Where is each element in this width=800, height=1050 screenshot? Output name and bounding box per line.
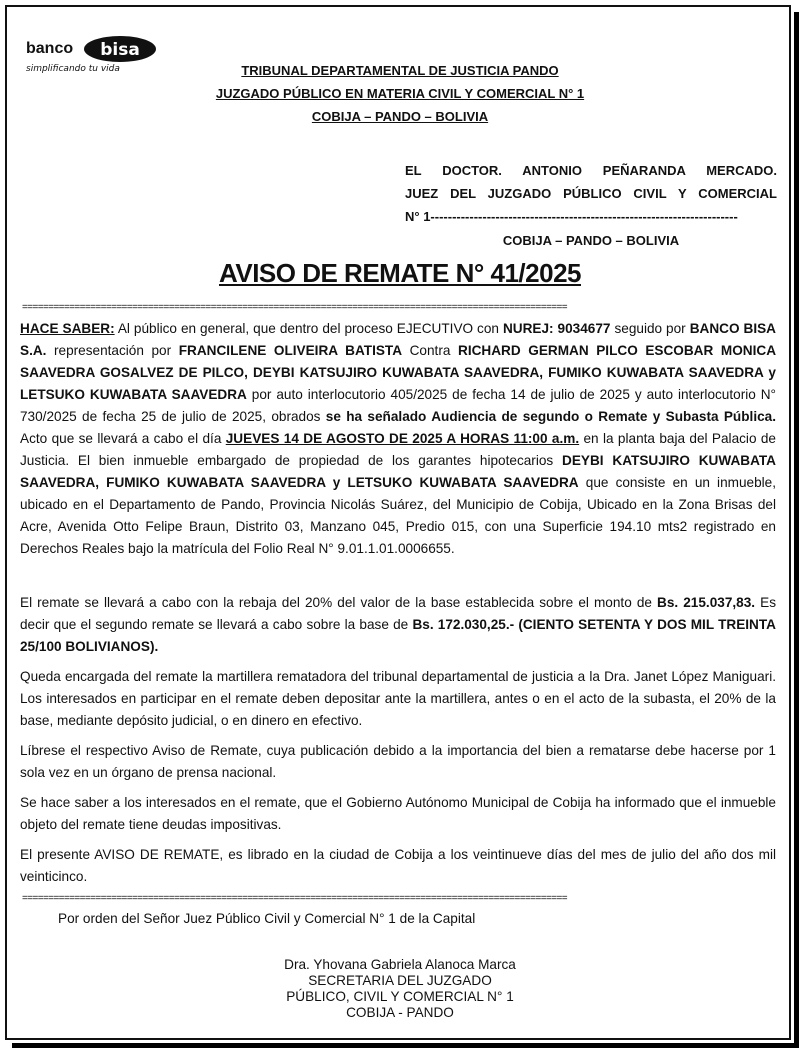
nurej: NUREJ: 9034677 — [502, 321, 611, 336]
header-court: TRIBUNAL DEPARTAMENTAL DE JUSTICIA PANDO — [241, 63, 559, 78]
hearing-statement: se ha señalado Audiencia de segundo o Remate y Subasta Pública. — [325, 409, 776, 424]
judge-title: JUEZ DEL JUZGADO PÚBLICO CIVIL Y COMERCIAL — [405, 186, 777, 201]
frame-shadow-bottom — [12, 1043, 799, 1048]
header-city: COBIJA – PANDO – BOLIVIA — [311, 109, 489, 124]
paragraph-hace-saber: HACE SABER: Al público en general, que dentro del proceso EJECUTIVO con NUREJ: 9034677 seguido por BANCO BISA S.A. representación por FRANCILENE OLIVEIRA BATISTA Contra RICHARD GERMAN PILCO ESCOBAR MONICA SAAVEDRA GOSALVEZ DE PILCO, DEYBI KATSUJIRO KUWABATA SAAVEDRA, FUMIKO KUWABATA SAAVEDRA y LETSUKO KUWABATA SAAVEDRA por auto interlocutorio 405/2025 de fecha 14 de julio de 2025 y auto interlocutorio N° 730/2025 de fecha 25 de julio de 2025, obrados se ha señalado Audiencia de segundo o Remate y Subasta Pública. Acto que se llevará a cabo el día JUEVES 14 DE AGOSTO DE 2025 A HORAS 11:00 a.m. en la planta baja del Palacio de Justicia. El bien inmueble embargado de propiedad de los garantes hipotecarios DEYBI KATSUJIRO KUWABATA SAAVEDRA, FUMIKO KUWABATA SAAVEDRA y LETSUKO KUWABATA SAAVEDRA que consiste en un inmueble, ubicado en el Departamento de Pando, Provincia Nicolás Suárez, del Municipio de Cobija, Ubicado en la Zona Brisas del Acre, Avenida Otto Felipe Braun, Distrito 03, Manzano 045, Predio 015, con una Superficie 194.10 mts2 registrado en Derechos Reales bajo la matrícula del Folio Real N° 9.01.1.01.0006655. — [20, 321, 777, 556]
order-line: Por orden del Señor Juez Público Civil y Comercial N° 1 de la Capital — [58, 911, 476, 926]
logo-banco-text: banco — [26, 40, 74, 57]
representative: FRANCILENE OLIVEIRA BATISTA — [178, 343, 403, 358]
hace-saber-label: HACE SABER: — [20, 321, 115, 336]
judge-city: COBIJA – PANDO – BOLIVIA — [502, 233, 680, 248]
signature-city: COBIJA - PANDO — [346, 1005, 454, 1020]
separator-bottom: ======================================================================================================== — [22, 893, 567, 904]
frame-shadow-right — [794, 12, 799, 1043]
amount-total: Bs. 215.037,83. — [657, 595, 756, 610]
signature-name: Dra. Yhovana Gabriela Alanoca Marca — [284, 957, 516, 972]
signature-role-1: SECRETARIA DEL JUZGADO — [308, 973, 492, 988]
header-juzgado: JUZGADO PÚBLICO EN MATERIA CIVIL Y COMERCIAL N° 1 — [215, 86, 585, 101]
logo-tagline: simplificando tu vida — [26, 64, 120, 74]
paragraph-fecha-emision: El presente AVISO DE REMATE, es librado en la ciudad de Cobija a los veintinueve días del mes de julio del año dos mil veinticinco. — [20, 847, 776, 884]
paragraph-martillera: Queda encargada del remate la martillera rematadora del tribunal departamental de justicia a la Dra. Janet López Maniguari. Los interesados en participar en el remate deben depositar ante la martillera, antes o en el acto de la subasta, el 20% de la base, mediante depósito judicial, o en dinero en efectivo. — [20, 669, 776, 728]
paragraph-amount: El remate se llevará a cabo con la rebaja del 20% del valor de la base establecida sobre el monto de Bs. 215.037,83. Es decir que el segundo remate se llevará a cabo sobre la base de Bs. 172.030,25.- (CIENTO SETENTA Y DOS MIL TREINTA 25/100 BOLIVIANOS). — [20, 595, 776, 654]
paragraph-publicacion: Líbrese el respectivo Aviso de Remate, cuya publicación debido a la importancia del bien a rematarse debe hacerse por 1 sola vez en un órgano de prensa nacional. — [20, 743, 776, 780]
separator-top: ======================================================================================================== — [22, 302, 567, 313]
logo-bisa-text: bisa — [100, 40, 140, 60]
hearing-date: JUEVES 14 DE AGOSTO DE 2025 A HORAS 11:00 a.m. — [225, 431, 580, 446]
judge-number: N° 1----------------------------------------------------------------------- — [405, 209, 738, 224]
signature-role-2: PÚBLICO, CIVIL Y COMERCIAL N° 1 — [286, 989, 514, 1004]
paragraph-deudas: Se hace saber a los interesados en el remate, que el Gobierno Autónomo Municipal de Cobija ha informado que el inmueble objeto del remate tiene deudas impositivas. — [20, 795, 776, 832]
bank-name: BANCO BISA S.A. — [20, 321, 776, 358]
defendants: RICHARD GERMAN PILCO ESCOBAR MONICA SAAVEDRA GOSALVEZ DE PILCO, DEYBI KATSUJIRO KUWABATA SAAVEDRA, FUMIKO KUWABATA SAAVEDRA y LETSUKO KUWABATA SAAVEDRA — [20, 343, 777, 402]
logo-bisa-mark — [82, 34, 158, 64]
notice-title: AVISO DE REMATE N° 41/2025 — [219, 258, 581, 288]
property-owners: DEYBI KATSUJIRO KUWABATA SAAVEDRA, FUMIKO KUWABATA SAAVEDRA y LETSUKO KUWABATA SAAVEDRA — [20, 453, 777, 490]
judge-name: EL DOCTOR. ANTONIO PEÑARANDA MERCADO. — [405, 163, 777, 178]
amount-base: Bs. 172.030,25.- (CIENTO SETENTA Y DOS MIL TREINTA 25/100 BOLIVIANOS). — [20, 617, 776, 654]
